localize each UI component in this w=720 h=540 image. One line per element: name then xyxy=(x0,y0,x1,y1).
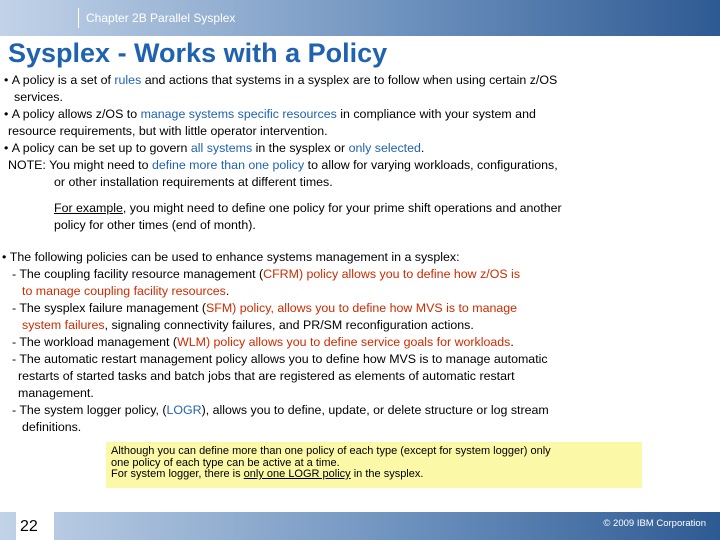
header-divider xyxy=(78,8,79,28)
example-text: For example, you might need to define one policy for your prime shift operations and another xyxy=(54,201,562,215)
note-text: NOTE: You might need to define more than one policy to allow for varying workloads, configurations, xyxy=(8,158,558,172)
bullet-policy-scope: • A policy can be set up to govern all systems in the sysplex or only selected. xyxy=(4,141,425,155)
slide-title: Sysplex - Works with a Policy xyxy=(8,38,388,68)
copyright: © 2009 IBM Corporation xyxy=(603,518,706,529)
chapter-title: Chapter 2B Parallel Sysplex xyxy=(86,11,236,25)
wlm-item: - The workload management (WLM) policy allows you to define service goals for workloads. xyxy=(12,335,514,349)
bullet-policy-list: • The following policies can be used to enhance systems management in a sysplex: xyxy=(2,250,460,264)
bullet-policy-definition: • A policy is a set of rules and actions that systems in a sysplex are to follow when using certain z/OS xyxy=(4,73,558,87)
callout-box: Although you can define more than one policy of each type (except for system logger) only one policy of each type can be active at a time. For system logger, there is only one LOGR policy in the sysplex. xyxy=(106,442,642,488)
sfm-item: - The sysplex failure management (SFM) policy, allows you to define how MVS is to manage xyxy=(12,301,518,315)
logr-item: - The system logger policy, (LOGR), allows you to define, update, or delete structure or log stream xyxy=(12,403,549,417)
arm-item: - The automatic restart management policy allows you to define how MVS is to manage automatic xyxy=(12,352,548,366)
bullet-policy-resources: • A policy allows z/OS to manage systems specific resources in compliance with your system and xyxy=(4,107,536,121)
cfrm-item: - The coupling facility resource management (CFRM) policy allows you to define how z/OS is xyxy=(12,267,521,281)
page-number: 22 xyxy=(20,518,38,535)
